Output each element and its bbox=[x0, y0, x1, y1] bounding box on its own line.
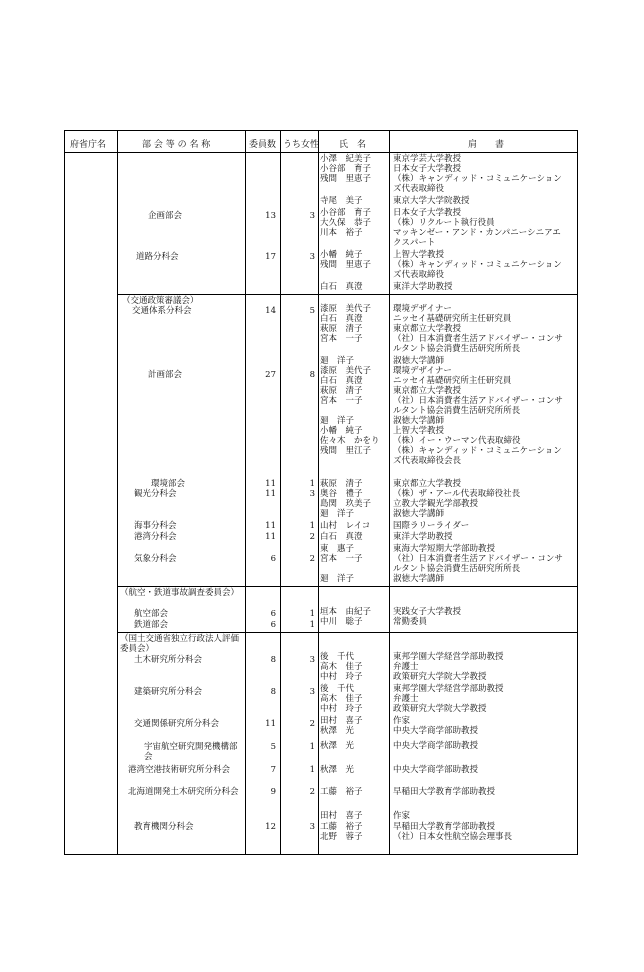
member-title: 東洋大学助教授 bbox=[393, 282, 453, 292]
council-women: 3 bbox=[309, 822, 315, 832]
member-name: 白石 真澄 bbox=[320, 376, 363, 386]
member-title: マッキンゼー・アンド・カンパニーシニアエ bbox=[393, 228, 561, 238]
member-name: 小谷部 育子 bbox=[320, 164, 372, 174]
member-title: （株）イー・ウーマン代表取締役 bbox=[393, 436, 521, 446]
member-title: （株）キャンディッド・コミュニケーション bbox=[393, 446, 562, 456]
member-title: 早稲田大学教育学部助教授 bbox=[393, 787, 496, 797]
member-name: 萩原 清子 bbox=[320, 324, 363, 334]
member-title: 中央大学商学部助教授 bbox=[393, 765, 479, 775]
member-name: 秋澤 光 bbox=[320, 765, 355, 775]
member-title: 実践女子大学教授 bbox=[393, 607, 462, 617]
council-label: 鉄道部会 bbox=[134, 620, 169, 630]
member-title: 政策研究大学院大学教授 bbox=[393, 704, 487, 714]
row-divider bbox=[117, 294, 578, 295]
member-title: ズ代表取締役会長 bbox=[393, 456, 462, 466]
council-women: 1 bbox=[309, 479, 315, 489]
member-title: ルタント協会消費生活研究所所長 bbox=[393, 564, 521, 574]
member-title: 東邦学園大学経営学部助教授 bbox=[393, 684, 504, 694]
council-women: 3 bbox=[309, 211, 315, 221]
council-members: 6 bbox=[270, 620, 276, 630]
member-name: 工藤 裕子 bbox=[320, 822, 363, 832]
member-title: 弁護士 bbox=[393, 662, 419, 672]
member-title: 淑徳大学講師 bbox=[393, 574, 445, 584]
member-name: 工藤 裕子 bbox=[320, 787, 363, 797]
member-name: 白石 真澄 bbox=[320, 314, 363, 324]
header-council: 部 会 等 の 名 称 bbox=[142, 140, 211, 150]
council-label: 海事分科会 bbox=[134, 521, 177, 531]
member-name: 島関 玖美子 bbox=[320, 499, 372, 509]
member-name: 宮本 一子 bbox=[320, 334, 363, 344]
member-title: 東京学芸大学教授 bbox=[393, 154, 462, 164]
header-members: 委員数 bbox=[249, 140, 277, 150]
member-name: 秋澤 光 bbox=[320, 741, 355, 751]
member-name: 中川 聡子 bbox=[320, 617, 363, 627]
member-name: 小幡 純子 bbox=[320, 426, 363, 436]
council-members: 8 bbox=[270, 655, 276, 665]
council-label: 航空部会 bbox=[134, 609, 169, 619]
member-title: 政策研究大学院大学教授 bbox=[393, 672, 487, 682]
member-title: 淑徳大学講師 bbox=[393, 416, 445, 426]
col-line-3 bbox=[280, 130, 281, 855]
member-name: 小澤 紀美子 bbox=[320, 154, 372, 164]
member-name: 東 惠子 bbox=[320, 544, 355, 554]
member-title: クスパート bbox=[393, 238, 436, 248]
council-label: 企画部会 bbox=[148, 211, 183, 221]
member-name: 秋澤 光 bbox=[320, 726, 355, 736]
member-title: 早稲田大学教育学部助教授 bbox=[393, 822, 496, 832]
council-label: 交通体系分科会 bbox=[132, 306, 192, 316]
member-name: 後 千代 bbox=[320, 652, 355, 662]
council-label: 港湾分科会 bbox=[134, 532, 177, 542]
member-title: （社）日本消費者生活アドバイザー・コンサ bbox=[393, 334, 563, 344]
member-title: 作家 bbox=[393, 716, 411, 726]
council-women: 2 bbox=[309, 787, 315, 797]
member-title: 立教大学観光学部教授 bbox=[393, 499, 479, 509]
member-title: 環境デザイナー bbox=[393, 304, 452, 314]
col-line-4 bbox=[318, 130, 319, 855]
row-divider bbox=[117, 586, 578, 587]
council-members: 8 bbox=[270, 687, 276, 697]
col-line-5 bbox=[389, 130, 390, 855]
section-label: （国土交通省独立行政法人評価委員会） bbox=[120, 634, 240, 654]
council-women: 1 bbox=[309, 765, 315, 775]
member-title: 東海大学短期大学部助教授 bbox=[393, 544, 496, 554]
member-name: 佐々木 かをり bbox=[320, 436, 380, 446]
council-label: 建築研究所分科会 bbox=[134, 687, 203, 697]
council-members: 13 bbox=[265, 211, 276, 221]
member-name: 宮本 一子 bbox=[320, 396, 363, 406]
council-members: 12 bbox=[265, 822, 276, 832]
member-title: ルタント協会消費生活研究所所長 bbox=[393, 406, 521, 416]
col-line-2 bbox=[245, 130, 246, 855]
member-title: 東洋大学助教授 bbox=[393, 532, 453, 542]
council-women: 2 bbox=[309, 719, 315, 729]
council-women: 1 bbox=[309, 609, 315, 619]
member-name: 残間 里恵子 bbox=[320, 174, 372, 184]
member-name: 田村 喜子 bbox=[320, 811, 363, 821]
council-label: 気象分科会 bbox=[134, 554, 177, 564]
member-title: 東京都立大学教授 bbox=[393, 324, 462, 334]
member-name: 白石 真澄 bbox=[320, 532, 363, 542]
member-name: 川本 裕子 bbox=[320, 228, 363, 238]
member-title: （株）ザ・アール代表取締役社長 bbox=[393, 489, 521, 499]
member-name: 田村 喜子 bbox=[320, 716, 363, 726]
council-label: 交通関係研究所分科会 bbox=[134, 719, 220, 729]
member-title: 上智大学教授 bbox=[393, 250, 445, 260]
member-title: （株）リクルート執行役員 bbox=[393, 218, 495, 228]
header-divider bbox=[64, 152, 578, 153]
member-name: 垣本 由紀子 bbox=[320, 607, 372, 617]
member-title: 上智大学教授 bbox=[393, 426, 445, 436]
council-members: 11 bbox=[265, 719, 276, 729]
member-title: 作家 bbox=[393, 811, 411, 821]
member-title: ニッセイ基礎研究所主任研究員 bbox=[393, 376, 512, 386]
council-women: 3 bbox=[309, 687, 315, 697]
header-name: 氏 名 bbox=[339, 140, 367, 150]
member-name: 高木 佳子 bbox=[320, 694, 363, 704]
member-title: 日本女子大学教授 bbox=[393, 164, 462, 174]
member-name: 寺尾 美子 bbox=[320, 196, 363, 206]
header-women: うち女性 bbox=[283, 140, 320, 150]
member-name: 残間 里恵子 bbox=[320, 260, 372, 270]
member-title: ズ代表取締役 bbox=[393, 270, 445, 280]
member-title: 国際ラリーライダー bbox=[393, 521, 470, 531]
council-women: 1 bbox=[309, 521, 315, 531]
member-title: ルタント協会消費生活研究所所長 bbox=[393, 344, 521, 354]
member-name: 白石 真澄 bbox=[320, 282, 363, 292]
council-women: 2 bbox=[309, 554, 315, 564]
member-name: 萩原 清子 bbox=[320, 386, 363, 396]
member-name: 中村 玲子 bbox=[320, 704, 363, 714]
member-title: 弁護士 bbox=[393, 694, 419, 704]
council-label: 港湾空港技術研究所分科会 bbox=[128, 765, 231, 775]
member-title: 環境デザイナー bbox=[393, 366, 452, 376]
member-name: 後 千代 bbox=[320, 684, 355, 694]
council-label: 環境部会 bbox=[151, 479, 186, 489]
member-title: ズ代表取締役 bbox=[393, 184, 445, 194]
member-name: 大久保 恭子 bbox=[320, 218, 372, 228]
council-members: 9 bbox=[270, 787, 276, 797]
section-label: （航空・鉄道事故調査委員会） bbox=[120, 588, 240, 598]
member-name: 北野 蓉子 bbox=[320, 832, 363, 842]
council-members: 14 bbox=[265, 306, 276, 316]
member-name: 廻 洋子 bbox=[320, 416, 355, 426]
member-name: 山村 レイコ bbox=[320, 521, 371, 531]
member-title: 東京都立大学教授 bbox=[393, 479, 462, 489]
member-name: 漆原 美代子 bbox=[320, 366, 372, 376]
council-label: 観光分科会 bbox=[134, 489, 177, 499]
council-women: 5 bbox=[309, 306, 315, 316]
col-line-1 bbox=[117, 130, 118, 855]
council-women: 3 bbox=[309, 489, 315, 499]
member-name: 残間 里江子 bbox=[320, 446, 372, 456]
section-label: （交通政策審議会） bbox=[122, 296, 199, 306]
council-label: 教育機関分科会 bbox=[134, 822, 194, 832]
member-name: 奥谷 禮子 bbox=[320, 489, 363, 499]
member-title: （社）日本消費者生活アドバイザー・コンサ bbox=[393, 554, 563, 564]
member-name: 萩原 清子 bbox=[320, 479, 363, 489]
member-title: 日本女子大学教授 bbox=[393, 208, 462, 218]
council-members: 11 bbox=[265, 479, 276, 489]
council-members: 5 bbox=[270, 742, 276, 752]
member-name: 廻 洋子 bbox=[320, 574, 355, 584]
council-members: 6 bbox=[270, 554, 276, 564]
council-label: 北海道開発土木研究所分科会 bbox=[128, 787, 239, 797]
council-women: 1 bbox=[309, 742, 315, 752]
member-name: 漆原 美代子 bbox=[320, 304, 372, 314]
council-women: 2 bbox=[309, 532, 315, 542]
member-title: 中央大学商学部助教授 bbox=[393, 726, 479, 736]
member-name: 小谷部 育子 bbox=[320, 208, 372, 218]
member-name: 廻 洋子 bbox=[320, 356, 355, 366]
member-title: 淑徳大学講師 bbox=[393, 356, 445, 366]
member-name: 小幡 純子 bbox=[320, 250, 363, 260]
council-women: 8 bbox=[309, 370, 315, 380]
member-title: 東京大学大学院教授 bbox=[393, 196, 470, 206]
member-title: （社）日本女性航空協会理事長 bbox=[393, 832, 513, 842]
council-members: 27 bbox=[265, 370, 276, 380]
council-women: 3 bbox=[309, 655, 315, 665]
council-women: 3 bbox=[309, 252, 315, 262]
member-name: 廻 洋子 bbox=[320, 509, 355, 519]
member-title: （株）キャンディッド・コミュニケーション bbox=[393, 260, 562, 270]
member-title: ニッセイ基礎研究所主任研究員 bbox=[393, 314, 512, 324]
council-label: 道路分科会 bbox=[136, 252, 179, 262]
council-label: 土木研究所分科会 bbox=[134, 655, 203, 665]
member-title: 東邦学園大学経営学部助教授 bbox=[393, 652, 504, 662]
member-title: （社）日本消費者生活アドバイザー・コンサ bbox=[393, 396, 563, 406]
row-divider bbox=[117, 632, 578, 633]
council-members: 11 bbox=[265, 489, 276, 499]
council-members: 11 bbox=[265, 521, 276, 531]
member-title: 東京都立大学教授 bbox=[393, 386, 462, 396]
council-members: 11 bbox=[265, 532, 276, 542]
council-members: 7 bbox=[270, 765, 276, 775]
member-title: 淑徳大学講師 bbox=[393, 509, 445, 519]
member-title: 中央大学商学部助教授 bbox=[393, 741, 479, 751]
council-women: 1 bbox=[309, 620, 315, 630]
member-title: 常勤委員 bbox=[393, 617, 428, 627]
member-name: 宮本 一子 bbox=[320, 554, 363, 564]
header-title: 肩 書 bbox=[468, 140, 505, 150]
member-title: （株）キャンディッド・コミュニケーション bbox=[393, 174, 562, 184]
member-name: 中村 玲子 bbox=[320, 672, 363, 682]
council-members: 17 bbox=[265, 252, 276, 262]
member-name: 高木 佳子 bbox=[320, 662, 363, 672]
council-label: 宇宙航空研究開発機構部会 bbox=[144, 742, 238, 762]
header-ministry: 府省庁名 bbox=[70, 140, 107, 150]
council-members: 6 bbox=[270, 609, 276, 619]
council-label: 計画部会 bbox=[148, 370, 183, 380]
